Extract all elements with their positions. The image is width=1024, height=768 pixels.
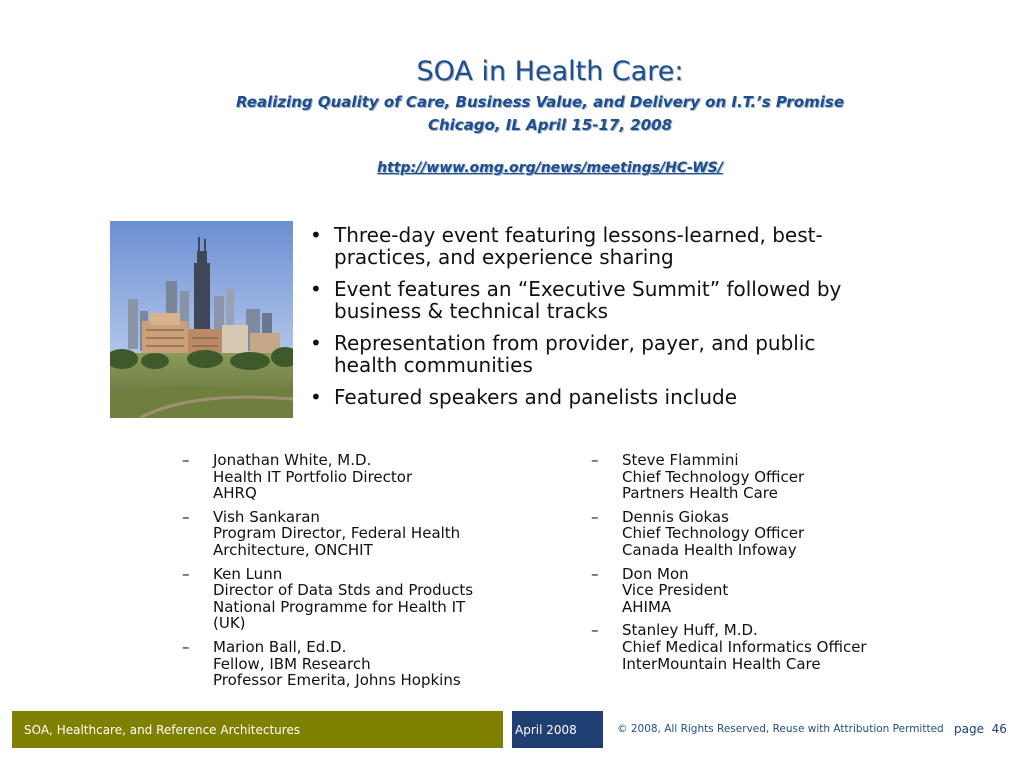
event-location-date: Chicago, IL April 15-17, 2008 xyxy=(427,116,673,134)
footer-copyright: © 2008, All Rights Reserved, Reuse with Attribution Permitted xyxy=(617,723,944,735)
slide-subtitle: Realizing Quality of Care, Business Value, and Delivery on I.T.’s Promise xyxy=(235,93,844,111)
speakers-list-left xyxy=(182,452,542,696)
chicago-skyline-photo xyxy=(110,221,293,418)
bullet-item: • Featured speakers and panelists include xyxy=(310,385,738,409)
speaker-item: – Stanley Huff, M.D. Chief Medical Informatics Officer InterMountain Health Care xyxy=(591,621,867,673)
bullet-item: • Event features an “Executive Summit” followed by business & technical tracks xyxy=(310,277,842,323)
bullet-item: • Three-day event featuring lessons-learned, best- practices, and experience sharing xyxy=(310,223,823,269)
page-number: page 46 xyxy=(954,722,1007,736)
speaker-item: – Steve Flammini Chief Technology Officer Partners Health Care xyxy=(591,451,805,503)
footer-title-bar xyxy=(12,711,503,748)
footer-date: April 2008 xyxy=(515,723,577,737)
slide-title: SOA in Health Care: xyxy=(416,56,684,87)
speaker-item: – Ken Lunn Director of Data Stds and Products National Programme for Health IT (UK) xyxy=(182,564,474,633)
speaker-item: – Jonathan White, M.D. Health IT Portfolio Director AHRQ xyxy=(182,451,413,503)
event-url-link[interactable]: http://www.omg.org/news/meetings/HC-WS/ xyxy=(377,160,723,176)
speaker-item: – Don Mon Vice President AHIMA xyxy=(591,564,729,616)
footer-date-bar xyxy=(512,711,603,748)
bullet-item: • Representation from provider, payer, and public health communities xyxy=(310,331,816,377)
speaker-item: – Dennis Giokas Chief Technology Officer Canada Health Infoway xyxy=(591,507,805,559)
speakers-list-right xyxy=(591,452,951,679)
speaker-item: – Vish Sankaran Program Director, Federal Health Architecture, ONCHIT xyxy=(182,507,461,559)
speaker-item: – Marion Ball, Ed.D. Fellow, IBM Research Professor Emerita, Johns Hopkins xyxy=(182,637,461,690)
footer-title: SOA, Healthcare, and Reference Architectures xyxy=(24,723,301,737)
key-points-list xyxy=(306,224,926,418)
